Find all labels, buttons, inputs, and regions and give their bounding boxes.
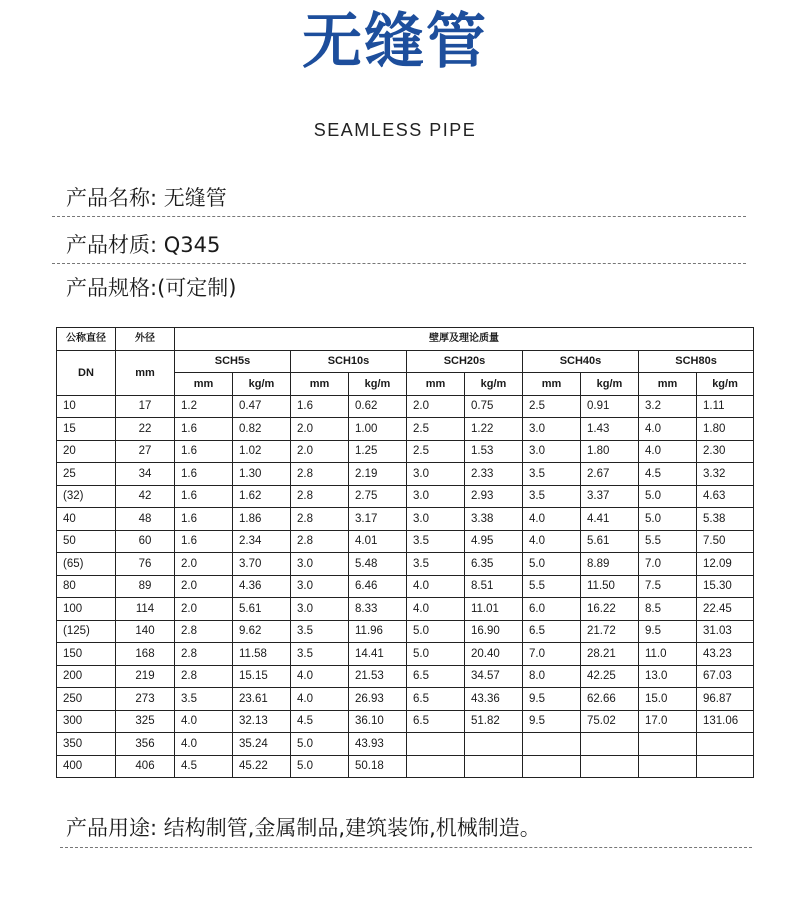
table-cell: 1.53 [465,440,523,463]
table-cell: 60 [116,530,175,553]
table-cell: 43.36 [465,688,523,711]
table-cell: 27 [116,440,175,463]
table-cell: 2.19 [349,463,407,486]
table-cell: 15 [57,418,116,441]
table-cell: 26.93 [349,688,407,711]
table-row [57,755,754,778]
table-cell: 1.6 [175,418,233,441]
table-cell: 2.8 [175,620,233,643]
table-cell: 1.80 [697,418,754,441]
table-cell: 4.0 [523,508,581,531]
table-cell: 1.00 [349,418,407,441]
table-cell: 2.8 [175,643,233,666]
table-cell: 2.0 [175,598,233,621]
table-cell: 3.2 [639,395,697,418]
table-cell: 3.5 [407,530,465,553]
table-cell: 4.0 [175,733,233,756]
table-cell: 1.62 [233,485,291,508]
table-cell: 48 [116,508,175,531]
table-cell: 219 [116,665,175,688]
table-cell: 4.41 [581,508,639,531]
table-cell: 406 [116,755,175,778]
page-subtitle: SEAMLESS PIPE [313,120,477,140]
table-cell: 2.0 [291,418,349,441]
table-cell: 4.0 [639,440,697,463]
table-cell: 1.86 [233,508,291,531]
table-cell: 2.8 [291,485,349,508]
header-schedule: SCH40s [523,350,639,373]
table-cell [465,755,523,778]
spec-table [56,327,754,778]
table-cell: 3.5 [291,643,349,666]
table-cell: 6.5 [523,620,581,643]
table-cell: 36.10 [349,710,407,733]
table-cell: 3.0 [407,463,465,486]
table-cell: 2.0 [175,575,233,598]
table-cell: 2.5 [523,395,581,418]
header-schedule: SCH20s [407,350,523,373]
table-cell: 3.0 [407,508,465,531]
table-cell: 2.8 [175,665,233,688]
table-cell: 1.25 [349,440,407,463]
table-cell [581,733,639,756]
table-cell: 12.09 [697,553,754,576]
table-cell: 5.0 [639,485,697,508]
table-cell: 0.82 [233,418,291,441]
table-cell: 1.6 [175,508,233,531]
table-row [57,463,754,486]
table-cell: 23.61 [233,688,291,711]
table-cell: 7.5 [639,575,697,598]
table-cell: 1.6 [175,530,233,553]
table-cell: 15.30 [697,575,754,598]
table-row [57,485,754,508]
table-cell: 4.01 [349,530,407,553]
divider [60,847,752,848]
table-cell: 5.5 [523,575,581,598]
table-cell: 3.0 [291,575,349,598]
table-row [57,643,754,666]
table-cell: 11.58 [233,643,291,666]
table-cell: 6.5 [407,710,465,733]
table-cell: 4.5 [291,710,349,733]
table-cell: 22.45 [697,598,754,621]
table-cell: 1.22 [465,418,523,441]
table-cell: 4.0 [639,418,697,441]
table-cell: 140 [116,620,175,643]
table-cell: 21.72 [581,620,639,643]
table-cell: 0.62 [349,395,407,418]
table-cell: 1.80 [581,440,639,463]
product-spec: 产品规格:(可定制) [66,276,237,300]
table-cell: 8.33 [349,598,407,621]
table-cell: 5.61 [233,598,291,621]
table-cell: 3.5 [175,688,233,711]
table-cell: 5.0 [291,755,349,778]
divider [52,216,746,217]
table-cell: 3.32 [697,463,754,486]
table-cell: 3.5 [407,553,465,576]
table-cell: 2.93 [465,485,523,508]
table-cell: 2.0 [175,553,233,576]
table-cell: 8.5 [639,598,697,621]
table-cell: 11.50 [581,575,639,598]
table-cell: 0.75 [465,395,523,418]
header-unit-kgm: kg/m [581,373,639,396]
table-row [57,440,754,463]
header-schedule: SCH80s [639,350,754,373]
table-cell: 15.15 [233,665,291,688]
table-cell: 62.66 [581,688,639,711]
table-cell: 40 [57,508,116,531]
table-cell [407,733,465,756]
table-cell: 34.57 [465,665,523,688]
table-cell: 0.91 [581,395,639,418]
table-cell: 250 [57,688,116,711]
header-schedule: SCH5s [175,350,291,373]
table-cell: 21.53 [349,665,407,688]
table-cell: 5.0 [523,553,581,576]
table-cell: 34 [116,463,175,486]
table-cell: 1.6 [175,463,233,486]
table-cell: 4.63 [697,485,754,508]
table-cell: 1.6 [175,485,233,508]
table-cell: 9.5 [523,688,581,711]
table-cell [523,755,581,778]
table-cell: 4.5 [639,463,697,486]
table-cell: 2.8 [291,530,349,553]
table-cell: 7.0 [523,643,581,666]
table-cell: 45.22 [233,755,291,778]
table-row [57,598,754,621]
table-cell: 1.43 [581,418,639,441]
table-cell: 13.0 [639,665,697,688]
table-cell: 31.03 [697,620,754,643]
table-cell: 20.40 [465,643,523,666]
table-cell: 42 [116,485,175,508]
table-cell [581,755,639,778]
table-cell: 15.0 [639,688,697,711]
table-cell: 350 [57,733,116,756]
table-cell: 43.23 [697,643,754,666]
table-cell: 2.30 [697,440,754,463]
table-cell: 3.5 [523,463,581,486]
header-unit-kgm: kg/m [349,373,407,396]
table-cell: 114 [116,598,175,621]
table-cell [697,733,754,756]
table-cell: 200 [57,665,116,688]
table-cell: 9.62 [233,620,291,643]
table-row [57,733,754,756]
table-cell: 7.0 [639,553,697,576]
header-od-unit: mm [116,350,175,395]
table-cell: 300 [57,710,116,733]
table-cell: 10 [57,395,116,418]
table-cell: 1.30 [233,463,291,486]
table-cell: 42.25 [581,665,639,688]
table-cell: 2.67 [581,463,639,486]
table-cell: 89 [116,575,175,598]
table-cell: 400 [57,755,116,778]
page-title: 无缝管 [302,7,488,77]
header-unit-mm: mm [407,373,465,396]
table-cell: 20 [57,440,116,463]
table-cell: 8.0 [523,665,581,688]
table-cell: 17 [116,395,175,418]
table-row [57,418,754,441]
header-unit-kgm: kg/m [465,373,523,396]
table-cell: 50.18 [349,755,407,778]
table-cell: 168 [116,643,175,666]
table-cell: 11.96 [349,620,407,643]
table-cell: 50 [57,530,116,553]
header-unit-kgm: kg/m [233,373,291,396]
table-cell: 1.6 [175,440,233,463]
header-outer-diameter: 外径 [116,328,175,351]
table-row [57,395,754,418]
table-cell: 1.6 [291,395,349,418]
table-cell [407,755,465,778]
table-cell [639,733,697,756]
table-cell: 5.0 [639,508,697,531]
table-cell: 11.01 [465,598,523,621]
table-cell: 75.02 [581,710,639,733]
table-cell: 4.95 [465,530,523,553]
table-cell: 8.51 [465,575,523,598]
table-cell: 1.02 [233,440,291,463]
table-row [57,710,754,733]
table-cell: 6.5 [407,665,465,688]
table-cell: 5.0 [291,733,349,756]
table-cell: 2.0 [407,395,465,418]
table-row [57,553,754,576]
header-dn-unit: DN [57,350,116,395]
table-cell: 14.41 [349,643,407,666]
table-cell [523,733,581,756]
table-cell: (125) [57,620,116,643]
table-cell: 8.89 [581,553,639,576]
table-cell: 5.0 [407,643,465,666]
product-name: 产品名称: 无缝管 [66,186,227,210]
table-cell: 5.5 [639,530,697,553]
table-cell: 5.0 [407,620,465,643]
table-cell: 4.0 [291,665,349,688]
table-cell: 35.24 [233,733,291,756]
table-row [57,620,754,643]
table-cell: 131.06 [697,710,754,733]
table-cell: 100 [57,598,116,621]
table-cell: 3.5 [291,620,349,643]
table-row [57,530,754,553]
table-cell: 4.0 [523,530,581,553]
table-cell: 17.0 [639,710,697,733]
table-cell: (32) [57,485,116,508]
header-unit-mm: mm [639,373,697,396]
table-cell: 4.0 [291,688,349,711]
table-cell: 2.0 [291,440,349,463]
table-cell: 7.50 [697,530,754,553]
table-cell: 3.0 [523,418,581,441]
header-unit-mm: mm [291,373,349,396]
table-cell: 76 [116,553,175,576]
table-cell: 3.38 [465,508,523,531]
header-nominal-diameter: 公称直径 [57,328,116,351]
table-cell: 3.0 [523,440,581,463]
header-schedule: SCH10s [291,350,407,373]
table-cell [465,733,523,756]
table-cell: 2.8 [291,508,349,531]
table-cell: 6.5 [407,688,465,711]
table-cell: 3.0 [291,553,349,576]
table-cell: 273 [116,688,175,711]
table-cell: 25 [57,463,116,486]
table-cell: 1.2 [175,395,233,418]
table-cell: 6.46 [349,575,407,598]
table-cell: 325 [116,710,175,733]
table-cell: 2.34 [233,530,291,553]
table-cell: 5.38 [697,508,754,531]
table-cell: 11.0 [639,643,697,666]
table-row [57,665,754,688]
table-cell: 16.22 [581,598,639,621]
table-row [57,508,754,531]
table-cell: 2.5 [407,440,465,463]
table-cell: 22 [116,418,175,441]
table-cell: 3.17 [349,508,407,531]
table-cell: 9.5 [639,620,697,643]
table-cell: 6.35 [465,553,523,576]
table-cell: 3.70 [233,553,291,576]
table-cell: (65) [57,553,116,576]
table-cell: 4.0 [175,710,233,733]
product-material: 产品材质: Q345 [66,233,221,257]
table-cell: 5.48 [349,553,407,576]
table-cell: 6.0 [523,598,581,621]
table-cell: 3.0 [407,485,465,508]
table-cell: 356 [116,733,175,756]
table-cell: 51.82 [465,710,523,733]
table-cell: 3.0 [291,598,349,621]
product-usage: 产品用途: 结构制管,金属制品,建筑装饰,机械制造。 [66,816,541,840]
table-cell: 4.5 [175,755,233,778]
table-cell: 4.0 [407,575,465,598]
table-cell: 96.87 [697,688,754,711]
table-cell: 4.0 [407,598,465,621]
table-row [57,688,754,711]
table-cell: 80 [57,575,116,598]
table-cell: 32.13 [233,710,291,733]
table-cell: 9.5 [523,710,581,733]
header-unit-mm: mm [523,373,581,396]
table-cell: 5.61 [581,530,639,553]
table-cell: 3.5 [523,485,581,508]
header-wall-thickness: 壁厚及理论质量 [175,328,754,351]
table-cell: 2.75 [349,485,407,508]
table-cell [697,755,754,778]
table-cell: 43.93 [349,733,407,756]
table-cell: 3.37 [581,485,639,508]
header-unit-kgm: kg/m [697,373,754,396]
table-cell: 150 [57,643,116,666]
table-cell: 2.5 [407,418,465,441]
table-cell: 2.8 [291,463,349,486]
table-cell: 28.21 [581,643,639,666]
table-cell: 16.90 [465,620,523,643]
table-cell: 67.03 [697,665,754,688]
table-cell: 0.47 [233,395,291,418]
table-cell: 4.36 [233,575,291,598]
header-unit-mm: mm [175,373,233,396]
table-cell: 2.33 [465,463,523,486]
table-cell [639,755,697,778]
table-cell: 1.11 [697,395,754,418]
divider [52,263,746,264]
table-row [57,575,754,598]
